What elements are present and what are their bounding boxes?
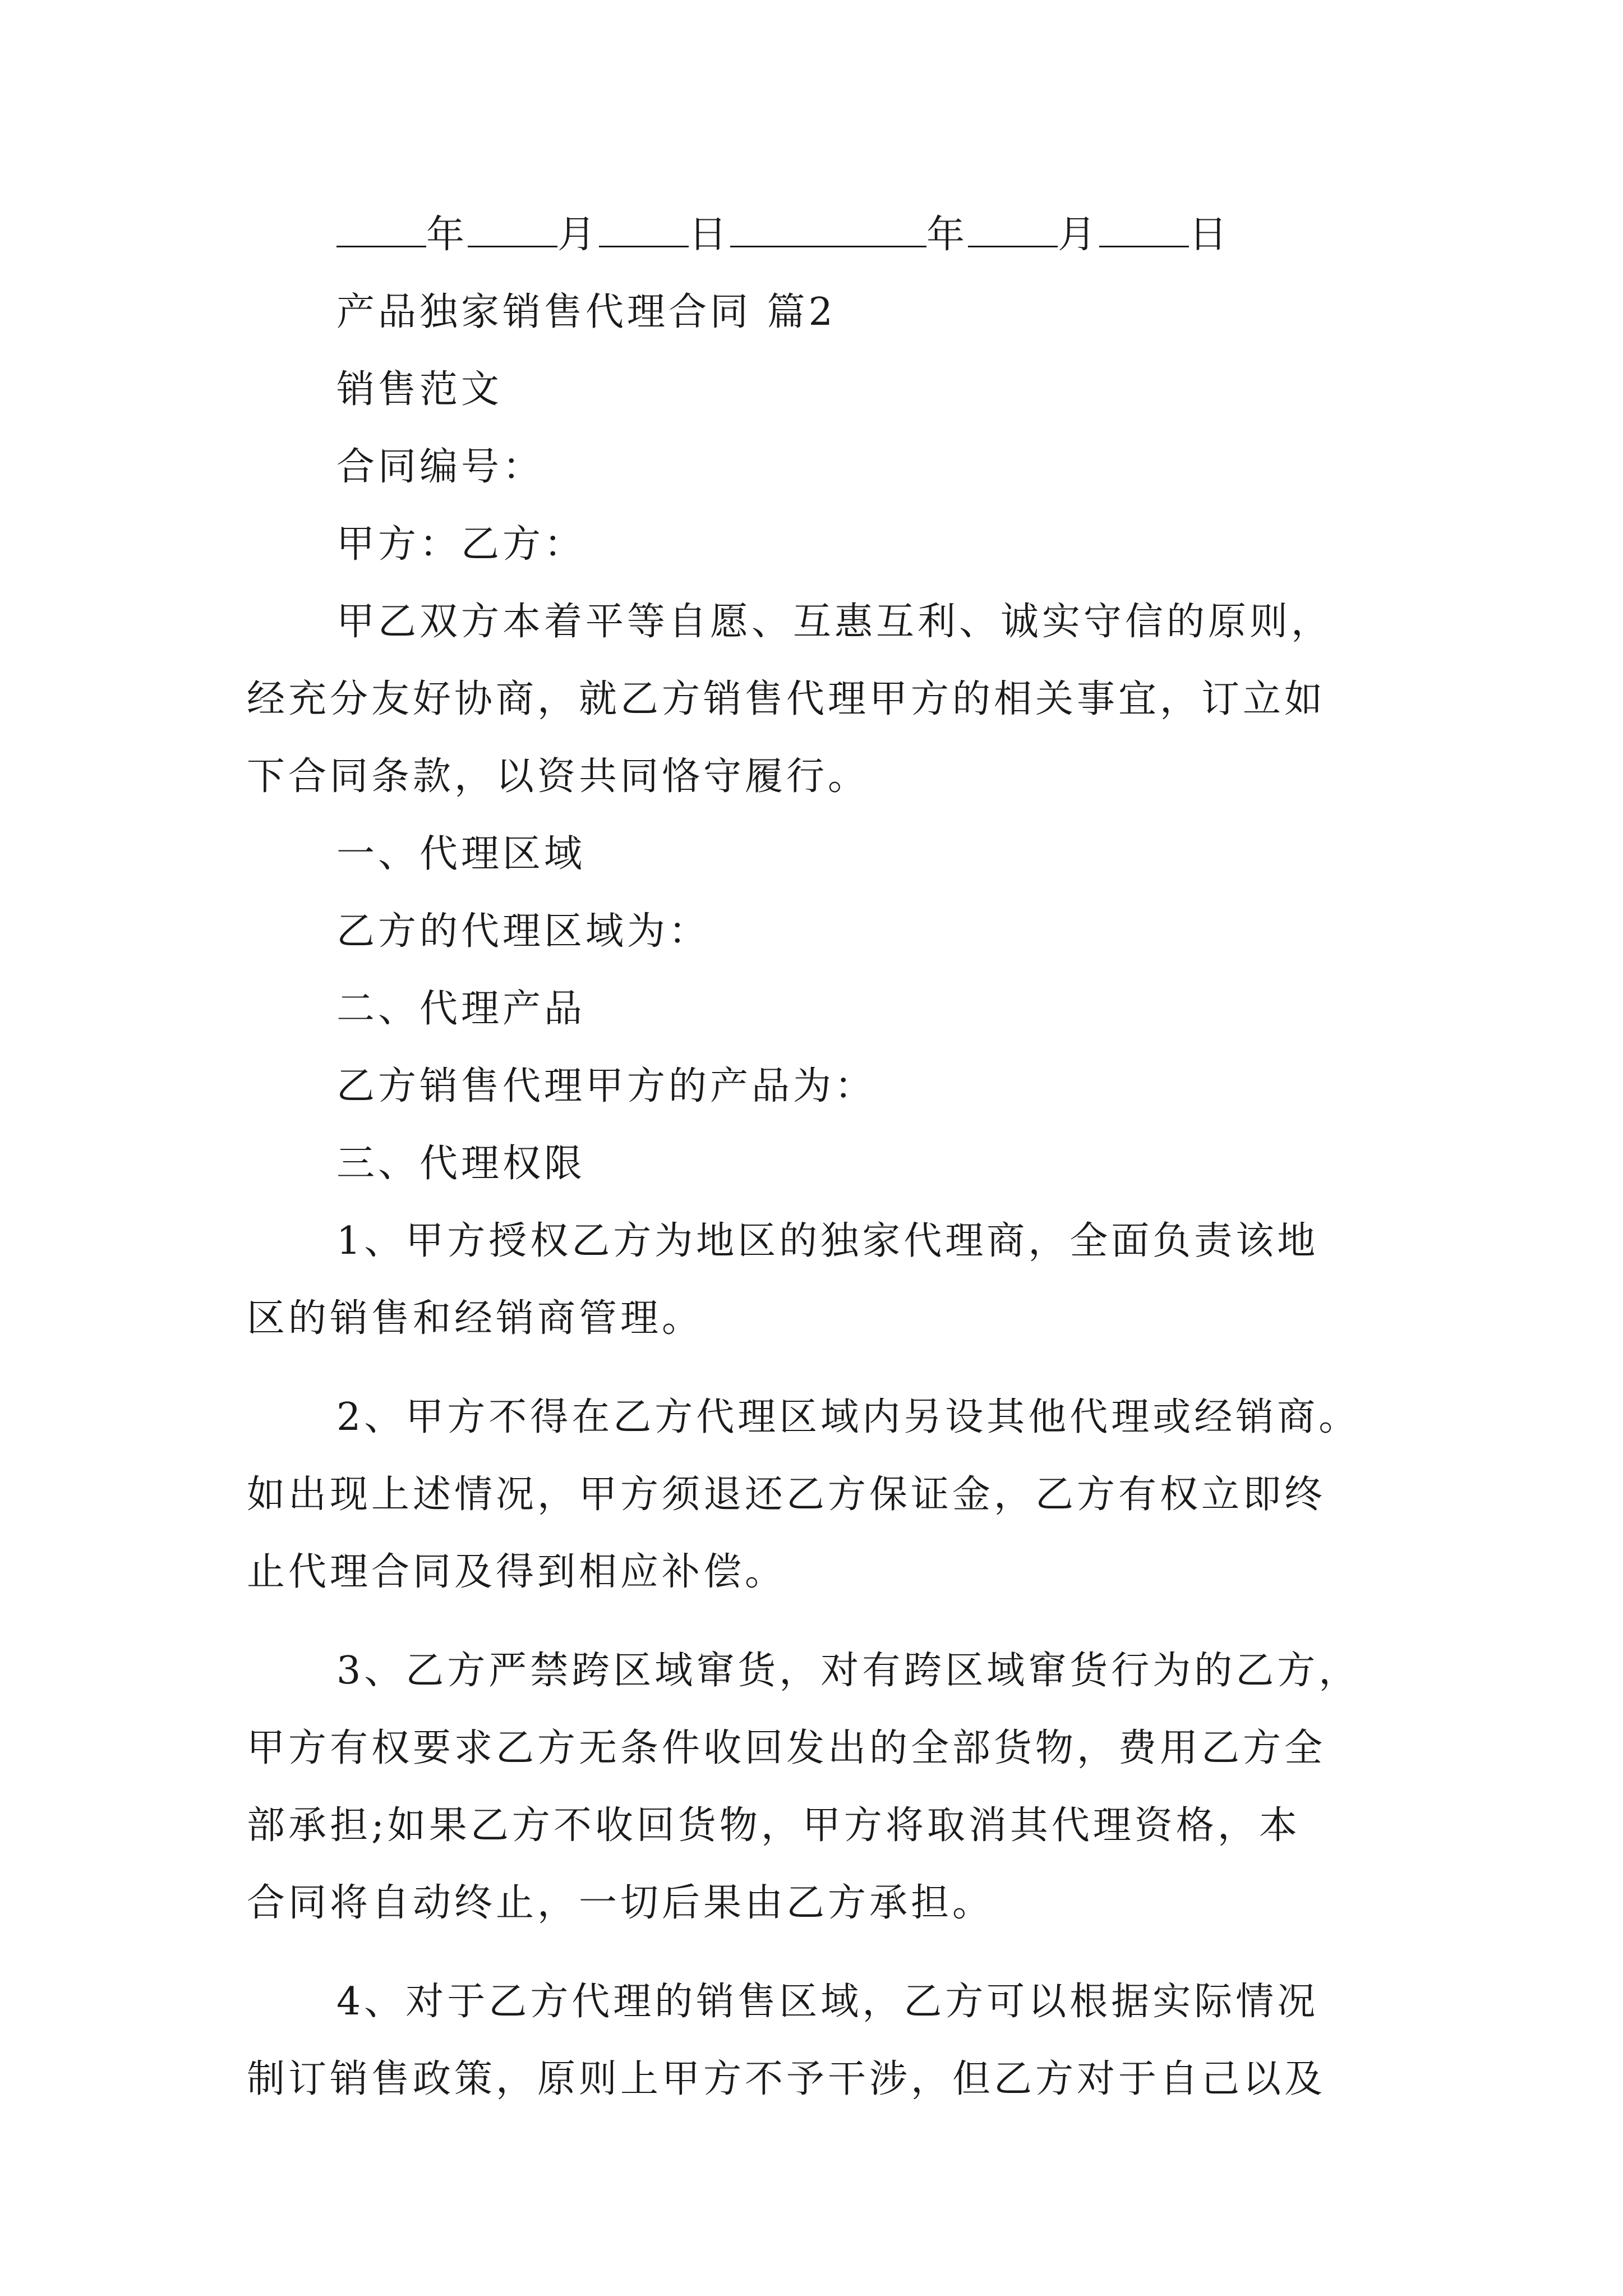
section-body: 乙方的代理区域为： (336, 909, 711, 954)
clause-line: 部承担;如果乙方不收回货物，甲方将取消其代理资格，本 (247, 1803, 1301, 1848)
date-line (247, 196, 1391, 274)
month-label: 月 (557, 213, 600, 257)
clause-line: 1、甲方授权乙方为地区的独家代理商，全面负责该地 (336, 1219, 1319, 1263)
intro-line: 下合同条款，以资共同恪守履行。 (247, 754, 870, 799)
year-label: 年 (926, 213, 969, 257)
clause-line: 合同将自动终止，一切后果由乙方承担。 (247, 1881, 994, 1925)
intro-line: 甲乙双方本着平等自愿、互惠互利、诚实守信的原则， (336, 600, 1333, 644)
parties-line: 甲方：乙方： (336, 522, 586, 567)
section-heading: 二、代理产品 (336, 987, 586, 1031)
date-blank (968, 212, 1058, 247)
section-heading: 一、代理区域 (336, 832, 586, 876)
document-title: 产品独家销售代理合同 篇2 (336, 290, 836, 334)
day-label: 日 (1189, 213, 1231, 257)
clause-line: 3、乙方严禁跨区域窜货，对有跨区域窜货行为的乙方， (336, 1649, 1361, 1693)
section-heading: 三、代理权限 (336, 1142, 586, 1186)
paragraph-gap (247, 1358, 1391, 1379)
year-label: 年 (426, 213, 468, 257)
document-subtitle: 销售范文 (336, 367, 503, 412)
document-body (247, 196, 1391, 2118)
paragraph-gap (247, 1611, 1391, 1632)
clause-line: 制订销售政策，原则上甲方不予干涉，但乙方对于自己以及 (247, 2057, 1326, 2101)
paragraph-gap (247, 1942, 1391, 1963)
intro-line: 经充分友好协商，就乙方销售代理甲方的相关事宜，订立如 (247, 677, 1326, 721)
month-label: 月 (1058, 213, 1100, 257)
date-blank (730, 212, 926, 247)
clause-line: 如出现上述情况，甲方须退还乙方保证金，乙方有权立即终 (247, 1473, 1326, 1517)
clause-line: 2、甲方不得在乙方代理区域内另设其他代理或经销商。 (336, 1395, 1361, 1439)
day-label: 日 (689, 213, 731, 257)
clause-line: 区的销售和经销商管理。 (247, 1296, 704, 1341)
clause-line: 止代理合同及得到相应补偿。 (247, 1550, 787, 1594)
date-blank (599, 212, 689, 247)
clause-line: 4、对于乙方代理的销售区域，乙方可以根据实际情况 (336, 1980, 1319, 2024)
date-blank (468, 212, 557, 247)
contract-number: 合同编号： (336, 445, 545, 489)
clause-line: 甲方有权要求乙方无条件收回发出的全部货物，费用乙方全 (247, 1726, 1326, 1770)
date-blank (336, 212, 426, 247)
date-blank (1099, 212, 1189, 247)
section-body: 乙方销售代理甲方的产品为： (336, 1064, 877, 1108)
